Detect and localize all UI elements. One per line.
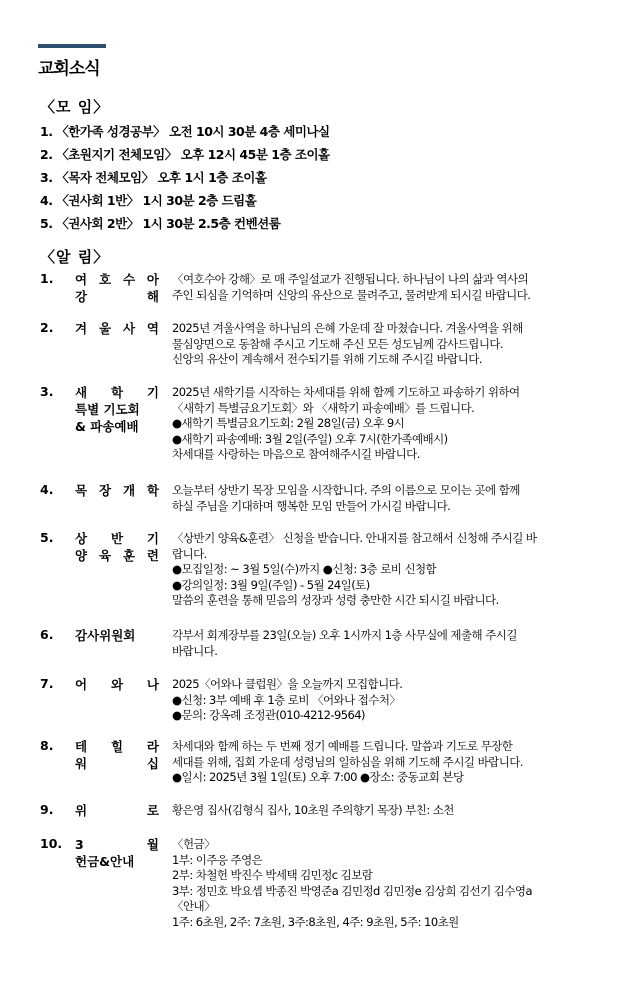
notice-body-line: 각부서 회계장부를 23일(오늘) 오후 1시까지 1층 사무실에 제출해 주시길 [172, 628, 517, 642]
notice-body [172, 803, 592, 819]
title-accent-bar [38, 44, 106, 48]
notice-body-line: ●일시: 2025년 3월 1일(토) 오후 7:00 ●장소: 중동교회 본당 [172, 770, 464, 784]
notice-title [75, 676, 159, 693]
notice-body-line: 3부: 정민호 박요셉 박종진 박영준a 김민정d 김민정e 김상희 김선기 김수영a [172, 883, 532, 898]
notice-body [172, 677, 592, 724]
notice-body-line: 〈여호수아 강해〉로 매 주일설교가 진행됩니다. 하나님이 나의 삶과 역사의 [172, 272, 529, 286]
notice-body-line: 1부: 이주응 주영은 [172, 852, 263, 867]
notice-body-line: 2025〈어와나 클럽원〉을 오늘까지 모집합니다. [172, 677, 403, 691]
notice-title [75, 738, 159, 772]
notice-body [172, 272, 592, 303]
notice-body-line: ●강의일정: 3월 9일(주일) - 5월 24일(토) [172, 577, 370, 592]
notice-body-line: 말씀의 훈련을 통해 믿음의 성장과 성령 충만한 시간 되시길 바랍니다. [172, 593, 499, 607]
notice-number: 8. [40, 738, 54, 753]
notice-title [75, 530, 159, 564]
notice-body-line: 〈안내〉 [172, 899, 216, 913]
notice-number: 1. [40, 271, 54, 286]
notice-body [172, 837, 592, 930]
notice-title-line: 헌금&안내 [75, 854, 135, 869]
notice-body-line: 차세대와 함께 하는 두 번째 정기 예배를 드립니다. 말씀과 기도로 무장한 [172, 739, 513, 753]
notice-title-line: 감사위원회 [75, 628, 136, 643]
notice-body-line: 1주: 6초원, 2주: 7초원, 3주:8초원, 4주: 9초원, 5주: 10초원 [172, 914, 459, 929]
notice-title [75, 836, 159, 870]
notice-title [75, 627, 159, 644]
notice-body-line: ●모집일정: ~ 3월 5일(수)까지 ●신청: 3층 로비 신청함 [172, 562, 437, 576]
notice-title-line: 강 해 [75, 289, 159, 304]
meeting-item: 2. 〈초원지기 전체모임〉 오후 12시 45분 1층 조이홀 [40, 147, 330, 162]
meeting-item: 1. 〈한가족 성경공부〉 오전 10시 30분 4층 세미나실 [40, 124, 330, 139]
page-title: 교회소식 [38, 59, 100, 79]
notice-number: 10. [40, 836, 63, 851]
notice-title [75, 271, 159, 305]
notice-title-line: 목 장 개 학 [75, 483, 159, 498]
notice-title-line: & 파송예배 [75, 419, 139, 434]
notice-body [172, 739, 592, 786]
notice-body-line: 차세대를 사랑하는 마음으로 참여해주시길 바랍니다. [172, 447, 420, 461]
notice-title-line: 3 월 [75, 837, 159, 852]
notice-body-line: 주인 되심을 기억하며 신앙의 유산으로 물려주고, 물려받게 되시길 바랍니다. [172, 287, 531, 302]
notice-body-line: ●새학기 특별금요기도회: 2월 28일(금) 오후 9시 [172, 416, 405, 430]
notice-body-line: 바랍니다. [172, 643, 218, 658]
notice-title-line: 여 호 수 아 [75, 272, 159, 287]
notice-body-line: 2부: 차철헌 박진수 박세택 김민정c 김보람 [172, 868, 373, 882]
notice-body-line: ●문의: 강옥례 조정관(010-4212-9564) [172, 708, 365, 722]
notice-body-line: 오늘부터 상반기 목장 모임을 시작합니다. 주의 이름으로 모이는 곳에 함께 [172, 483, 520, 497]
notice-body-line: 〈헌금〉 [172, 837, 216, 851]
meeting-item: 5. 〈권사회 2반〉 1시 30분 2.5층 컨벤션룸 [40, 216, 281, 231]
notice-title-line: 테 힐 라 [75, 739, 159, 754]
meetings-heading: 〈모 임〉 [40, 98, 110, 116]
notice-title-line: 어 와 나 [75, 677, 159, 692]
notice-body-line: 〈새학기 특별금요기도회〉와 〈새학기 파송예배〉를 드립니다. [172, 400, 475, 415]
notice-number: 6. [40, 627, 54, 642]
notice-body [172, 385, 592, 463]
notice-body-line: 랍니다. [172, 546, 207, 561]
notice-title-line: 워 십 [75, 756, 159, 771]
notice-title-line: 위 로 [75, 803, 159, 818]
notice-title [75, 482, 159, 499]
notice-body-line: 2025년 겨울사역을 하나님의 은혜 가운데 잘 마쳤습니다. 겨울사역을 위해 [172, 321, 523, 335]
notice-body-line: 신앙의 유산이 계속해서 전수되기를 위해 기도해 주시길 바랍니다. [172, 352, 482, 366]
notice-body [172, 483, 592, 514]
notice-body [172, 321, 592, 368]
meeting-item: 4. 〈권사회 1반〉 1시 30분 2층 드림홀 [40, 193, 257, 208]
meeting-item: 3. 〈목자 전체모임〉 오후 1시 1층 조이홀 [40, 170, 267, 185]
notice-title-line: 겨 울 사 역 [75, 321, 159, 336]
notice-body-line: 세대를 위해, 집회 가운데 성령님의 일하심을 위해 기도해 주시길 바랍니다. [172, 754, 523, 769]
notice-number: 3. [40, 384, 54, 399]
notice-body [172, 531, 592, 609]
notice-title [75, 320, 159, 337]
notice-body-line: 황은영 집사(김형식 집사, 10초원 주의향기 목장) 부친: 소천 [172, 803, 454, 817]
notice-number: 7. [40, 676, 54, 691]
notices-heading: 〈알 림〉 [40, 248, 110, 266]
notice-number: 4. [40, 482, 54, 497]
notice-body-line: ●신청: 3부 예배 후 1층 로비 〈어와나 접수처〉 [172, 692, 401, 707]
notice-title-line: 새 학 기 [75, 385, 159, 400]
notice-title [75, 384, 159, 435]
notice-body [172, 628, 592, 659]
notice-body-line: 물심양면으로 동참해 주시고 기도해 주신 모든 성도님께 감사드립니다. [172, 336, 504, 351]
notice-title [75, 802, 159, 819]
notice-body-line: 〈상반기 양육&훈련〉 신청을 받습니다. 안내지를 참고해서 신청해 주시길 바 [172, 531, 537, 545]
notice-title-line: 상 반 기 [75, 531, 159, 546]
notice-body-line: 2025년 새학기를 시작하는 차세대를 위해 함께 기도하고 파송하기 위하여 [172, 385, 520, 399]
notice-number: 9. [40, 802, 54, 817]
notice-title-line: 특별 기도회 [75, 402, 140, 417]
notice-body-line: 하실 주님을 기대하며 행복한 모임 만들어 가시길 바랍니다. [172, 498, 451, 513]
notice-number: 2. [40, 320, 54, 335]
notice-number: 5. [40, 530, 54, 545]
notice-title-line: 양 육 훈 련 [75, 548, 159, 563]
notice-body-line: ●새학기 파송예배: 3월 2일(주일) 오후 7시(한가족예배시) [172, 431, 448, 446]
